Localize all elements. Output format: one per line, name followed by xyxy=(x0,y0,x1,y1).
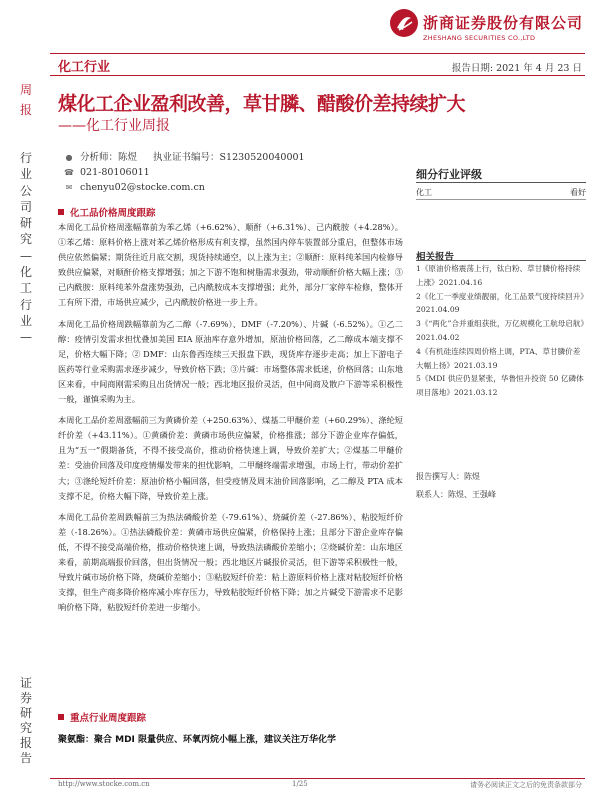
company-logo xyxy=(389,6,589,50)
company-name-cn: 浙商证券股份有限公司 xyxy=(423,14,584,32)
footer-url[interactable]: http://www.stocke.com.cn xyxy=(58,780,150,788)
related-item[interactable]: 1《原油价格震荡上行，钛白粉、草甘膦价格持续上涨》2021.04.16 xyxy=(416,264,581,287)
paragraph-spread-up: 本周化工品价差周涨幅前三为黄磷价差（+250.63%）、煤基二甲醚价差（+60.29%）、涤纶短纤价差（+43.11%）。①黄磷价差：黄磷市场供应偏紧，价格推涨；部分下游企业库存偏低，且为“五一”假期备货，不得不接受高价，推动价格快速上调，导致价差扩大；②煤基二甲醚价差：受油价回落及印度疫情爆发带来的担忧影响，二甲醚终端需求增强，市场上行，带动价差扩大；③涤纶短纤价差：原油价格小幅回落，但受疫情及周末油价回落影响，乙二醇及 PTA 成本支撑不足，价格大幅下降，导致价差上涨。 xyxy=(58,415,403,501)
side-tab-weekly: 周报 xyxy=(19,83,32,117)
rating-rule-bottom xyxy=(416,199,586,200)
related-item[interactable]: 3《“两化”合并重组获批，万亿规模化工航母启航》2021.04.02 xyxy=(416,319,585,342)
analyst-row xyxy=(64,150,305,165)
related-item[interactable]: 5《MDI 供应仍显紧张，华鲁恒升投资 50 亿磷体项目落地》2021.03.12 xyxy=(416,374,584,398)
section-heading-price xyxy=(58,205,156,219)
side-report-type: 证券研究报告 xyxy=(19,676,32,765)
analyst-license: 执业证书编号：S1230520040001 xyxy=(153,152,305,163)
report-author: 报告撰写人：陈煜 xyxy=(416,472,480,481)
section-price-body xyxy=(58,220,403,621)
analyst-name: 分析师：陈煜 xyxy=(80,152,138,163)
rating-row xyxy=(416,187,586,198)
footer-rule xyxy=(50,778,585,779)
related-title: 相关报告 xyxy=(416,252,455,263)
analyst-info xyxy=(64,150,305,195)
square-bullet-icon xyxy=(58,714,64,720)
report-title: 煤化工企业盈利改善，草甘膦、醋酸价差持续扩大 xyxy=(58,93,466,115)
email-row xyxy=(64,180,305,195)
analyst-email[interactable]: chenyu02@stocke.com.cn xyxy=(80,182,205,193)
report-liaison: 联系人：陈煜、王强峰 xyxy=(416,490,496,499)
contacts xyxy=(416,468,496,504)
side-category: 行业公司研究—化工行业— xyxy=(19,151,32,345)
person-icon: ● xyxy=(65,153,73,162)
page-number: 1/25 xyxy=(292,780,308,788)
paragraph-spread-down: 本周化工品价差周跌幅前三为热法磷酸价差（-79.61%）、烧碱价差（-27.86%）、粘胶短纤价差（-18.26%）。①热法磷酸价差：黄磷市场供应偏紧，价格保持上涨；且部分下游企业库存偏低，不得不接受高端价格，推动价格快速上调，导致热法磷酸价差缩小；②烧碱价差：山东地区来看，前期高端报价回落，但出货情况一般；西北地区片碱报价灵活，但下游等采积极性一般，导致片碱市场价格下降，烧碱价差缩小；③粘胶短纤价差：粘上游原料价格上涨对粘胶短纤价格支撑，但生产商多降价格库减小库存压力，导致粘胶短纤价格下降；加之片碱受下游需求不足影响价格下降，粘胶短纤价差进一步缩小。 xyxy=(58,511,403,613)
related-rule xyxy=(416,260,586,261)
paragraph-price-up: 本周化工品价格周涨幅靠前为苯乙烯（+6.62%）、顺酐（+6.31%）、己内酰胺（+4.28%）。①苯乙烯：原料价格上涨对苯乙烯价格形成有利支撑，虽然国内停车装置部分重启，但整体市场供应依然偏紧；期货往近月底交割，现货持续通空，以上涨为主；②顺酐：原料纯苯国内检修导致供应偏紧，对顺酐价格支撑增强；加之下游不饱和树脂需求强劲，带动顺酐价格大幅上涨；③己内酰胺：原料纯苯外盘涨势强劲，己内酰胺成本支撑增强；此外，部分厂家停车检修，整体开工有所下滑，市场供应减少，己内酰胺价格进一步上升。 xyxy=(58,222,403,308)
paragraph-price-down: 本周化工品价格周跌幅靠前为乙二醇（-7.69%）、DMF（-7.20%）、片碱（-6.52%）。①乙二醇：疫情引发需求担忧叠加美国 EIA 原油库存意外增加，原油价格回落，乙二醇成本端支撑不足，价格大幅下降；② DMF：山东鲁西连续三天报盘下跌，现货库存逐步走高；加上下游电子医药等行业采购需求逐步减少，导致价格下跌；③片碱：市场整体需求低迷，价格回落；山东地区来看，中间商刚需采购且出货情况一般；西北地区报价灵活，但中间商及散户下游等采积极性一般，谨慎采购为主。 xyxy=(58,318,403,405)
report-date: 报告日期: 2021 年 4 月 23 日 xyxy=(451,63,582,74)
related-item[interactable]: 4《有机硅连续四周价格上调，PTA、草甘膦价差大幅上扬》2021.03.19 xyxy=(416,346,581,370)
disclaimer-note: 请务必阅读正文之后的免责条款部分 xyxy=(470,781,582,789)
section-heading-industry xyxy=(58,710,146,724)
section-heading-text: 化工品价格周度跟踪 xyxy=(70,208,156,219)
rating-industry: 化工 xyxy=(416,188,432,197)
phone-icon: ☎ xyxy=(64,168,74,177)
rating-title: 细分行业评级 xyxy=(416,168,482,181)
analyst-phone: 021-80106011 xyxy=(80,167,150,178)
rating-value: 看好 xyxy=(570,188,586,197)
rating-rule xyxy=(416,182,586,183)
header-rule xyxy=(50,53,585,54)
industry-summary: 聚氨酯：聚合 MDI 限量供应、环氧丙烷小幅上涨，建议关注万华化学 xyxy=(58,735,337,745)
logo-mark-icon xyxy=(389,8,419,38)
mail-icon: ✉ xyxy=(65,183,73,192)
phone-row xyxy=(64,165,305,180)
header-subrule xyxy=(50,75,585,76)
related-item[interactable]: 2《化工一季度业绩靓丽，化工品景气度持续回升》2021.04.09 xyxy=(416,291,585,315)
square-bullet-icon xyxy=(58,209,64,215)
industry-label: 化工行业 xyxy=(58,60,111,75)
company-name-en: ZHESHANG SECURITIES CO.,LTD xyxy=(423,34,536,42)
section-heading-text: 重点行业周度跟踪 xyxy=(70,713,147,724)
report-subtitle: ——化工行业周报 xyxy=(58,118,170,134)
related-list xyxy=(416,262,586,400)
